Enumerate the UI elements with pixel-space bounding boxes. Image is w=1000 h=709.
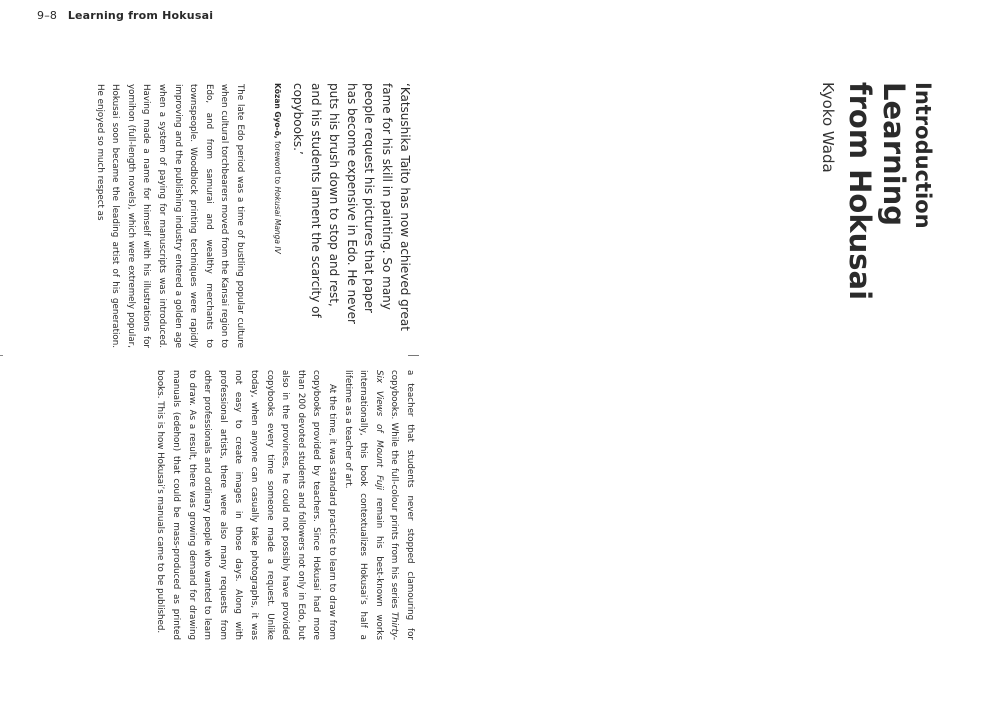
body-paragraph-1: The late Edo period was a time of bustling popular culture when cultural torchbearers moved from the Kansai region to Edo, and from samurai and wealthy merchants to townspeople. Woodblock printing techniques were rapidly improving and the publishing industry entered a golden age when a system of paying for manuscripts was introduced. Having made a name for himself with his illustrations for yomihon (full-length novels), which were extremely popular, Hokusai soon became the leading artist of his generation. He enjoyed so much respect as [94,84,245,348]
body-text-span: remain his best-known works internationally, this book contextualizes Hokusai’s half a lifetime as a teacher of art. [342,370,384,640]
column-divider [408,355,419,356]
body-text-span: a teacher that students never stopped clamouring for copybooks. While the full-colour prints from his series [389,370,415,640]
attribution-name: Kōzan Gyo-ō, [273,83,283,139]
body-paragraph-3: At the time, it was standard practice to learn to draw from copybooks provided by teachers. Since Hokusai had more than 200 devoted students and followers not only in Edo, but also in the provinces, he could not possibly have provided copybooks every time someone made a request. Unlike today, when anyone can casually take photographs, it was not easy to create images in those days. Along with professional artists, there were also many requests from other professionals and ordinary people who wanted to learn to draw. As a result, there was growing demand for drawing manuals (edehon) that could be mass-produced as printed books. This is how Hokusai’s manuals came to be published. [155,370,338,640]
heading-title-line1: Learning [877,82,911,227]
epigraph-quote [272,83,413,333]
running-title: Learning from Hokusai [67,9,214,22]
body-column-2 [152,370,417,640]
heading-title-line2: from Hokusai [843,82,877,301]
quote-text: ‘Katsushika Taito has now achieved great fame for his skill in painting. So many people request his pictures that paper has become expensive in Edo. He never puts his brush down to stop and rest, and his students lament the scarcity of copybooks.’ [291,83,412,331]
author-name: Kyoko Wada [819,82,837,173]
gutter-mark [0,355,3,356]
running-header [37,9,213,22]
attribution-mid: foreword to [273,138,283,187]
attribution-work: Hokusai Manga IV [273,186,283,254]
quote-attribution [272,83,282,333]
body-column-1 [91,84,247,348]
body-paragraph-2 [339,370,417,640]
chapter-heading [819,82,934,342]
series-title: Thirty-Six Views of Mount Fuji [373,370,400,640]
page-number: 9–8 [37,9,58,22]
heading-introduction: Introduction [911,82,935,229]
